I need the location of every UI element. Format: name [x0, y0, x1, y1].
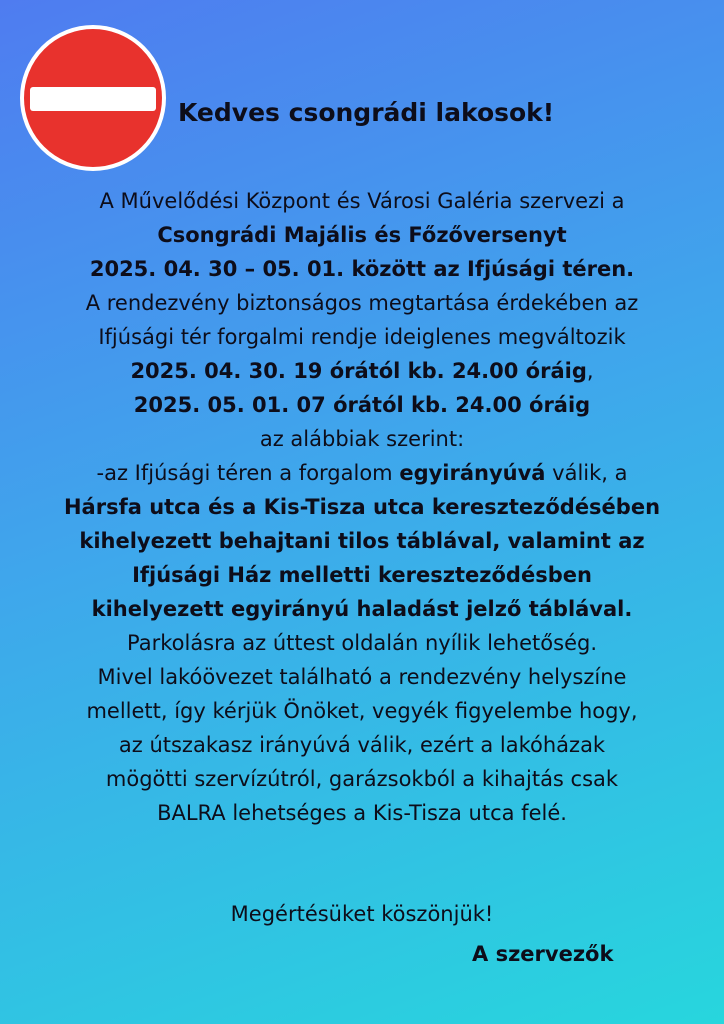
notice-line: A rendezvény biztonságos megtartása érdekében az: [85, 291, 639, 315]
notice-line: A Művelődési Központ és Városi Galéria szervezi a: [99, 189, 625, 213]
closure-date-2: 2025. 05. 01. 07 órától kb. 24.00 óráig: [133, 393, 591, 417]
event-name: Csongrádi Majális és Főzőversenyt: [157, 223, 567, 247]
thanks-text: Megértésüket köszönjük!: [230, 902, 494, 926]
sign-location-line: Hársfa utca és a Kis-Tisza utca kereszteződésében: [63, 495, 661, 519]
page-title: Kedves csongrádi lakosok!: [178, 98, 555, 127]
notice-line: az útszakasz irányúvá válik, ezért a lakóházak: [118, 733, 606, 757]
notice-body: [0, 184, 724, 830]
signature: A szervezők: [472, 942, 614, 966]
notice-line: mellett, így kérjük Önöket, vegyék figyelembe hogy,: [86, 699, 638, 723]
sign-location-line: kihelyezett egyirányú haladást jelző táblával.: [91, 597, 633, 621]
sign-location-line: kihelyezett behajtani tilos táblával, valamint az: [79, 529, 645, 553]
notice-line: Parkolásra az úttest oldalán nyílik lehetőség.: [127, 631, 597, 655]
notice-line: BALRA lehetséges a Kis-Tisza utca felé.: [157, 801, 567, 825]
sign-location-line: Ifjúsági Ház melletti kereszteződésben: [132, 563, 592, 587]
notice-line: -az Ifjúsági téren a forgalom egyirányúvá válik, a: [96, 461, 628, 485]
no-entry-sign-icon: [20, 25, 166, 171]
notice-line: Mivel lakóövezet található a rendezvény helyszíne: [97, 665, 627, 689]
notice-line: mögötti szervízútról, garázsokból a kihajtás csak: [105, 767, 619, 791]
no-entry-sign-bar: [30, 87, 156, 111]
event-dates: 2025. 04. 30 – 05. 01. között az Ifjúsági téren.: [89, 257, 635, 281]
notice-line: Ifjúsági tér forgalmi rendje ideiglenes megváltozik: [98, 325, 626, 349]
notice-line: az alábbiak szerint:: [259, 427, 465, 451]
closure-date-1: 2025. 04. 30. 19 órától kb. 24.00 óráig,: [130, 359, 594, 383]
